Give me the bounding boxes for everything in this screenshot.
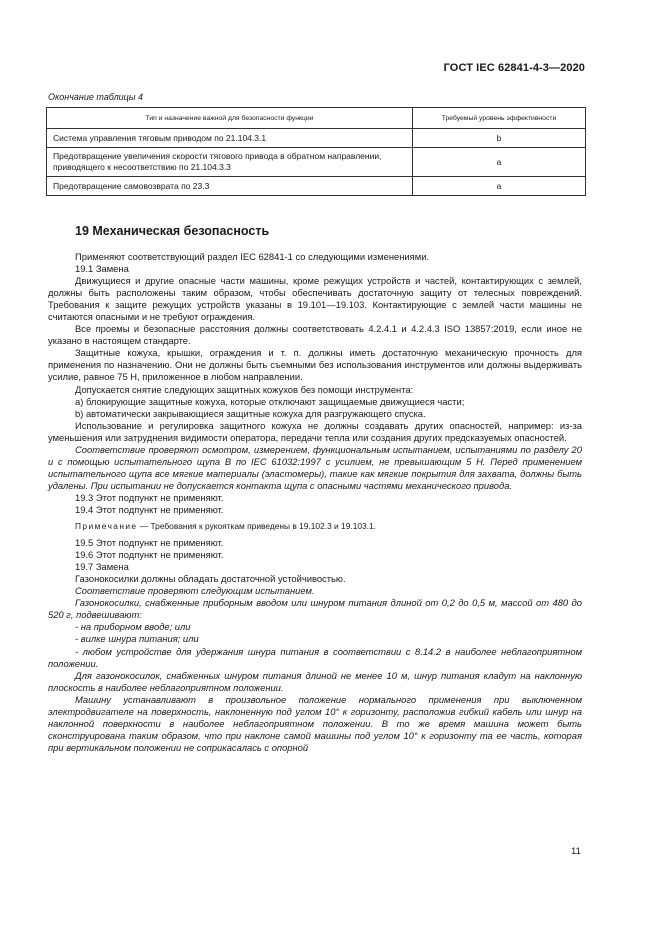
column-header-level: Требуемый уровень эффективности [413,108,586,129]
note-label: Примечание [75,521,138,532]
subclause-line: 19.5 Этот подпункт не применяют. [75,537,224,549]
paragraph: Допускается снятие следующих защитных кожухов без помощи инструмента: [75,383,414,395]
table-row [47,129,586,148]
column-header-function: Тип и назначение важной для безопасности функции [47,108,413,129]
level-cell: a [413,177,586,196]
list-item: а) блокирующие защитные кожуха, которые отключают защищаемые движущиеся части; [75,395,465,407]
level-cell: a [413,148,586,177]
paragraph: Защитные кожуха, крышки, ограждения и т. п. должны иметь достаточную механическую прочность для применения по назначению. Они не должны быть съемными без использования инструментов или должны выдерживать усилие, равное 75 Н, приложенное в любом направлении. [48,347,582,383]
section-body [48,251,582,754]
list-item: b) автоматически закрывающиеся защитные кожуха для разгружающего спуска. [75,407,426,419]
compliance-paragraph: Соответствие проверяют осмотром, измерением, функциональным испытанием, испытаниями по разделу 20 и с помощью испытательного щупа В по IEC 61032:1997 с усилием, не превышающим 5 Н. Перед применением испытательного щупа все мягкие материалы (эластомеры), такие как мягкие покрытия для захвата, должны быть удалены. При испытании не допускается контакта щупа с опасными частями механического привода. [48,443,582,491]
subclause-line: 19.6 Этот подпункт не применяют. [75,549,224,561]
safety-functions-table [46,107,586,196]
paragraph: Все проемы и безопасные расстояния должны соответствовать 4.2.4.1 и 4.2.4.3 ISO 13857:2019, если иное не указано в настоящем стандарте. [48,323,582,347]
subclause-line: 19.4 Этот подпункт не применяют. [75,503,224,515]
paragraph: Газонокосилки должны обладать достаточной устойчивостью. [75,573,346,585]
subclause-heading: 19.7 Замена [75,561,129,573]
subclause-line: 19.3 Этот подпункт не применяют. [75,491,224,503]
function-cell: Предотвращение увеличения скорости тягового привода в обратном направлении, приводящего к несоответствию по 21.104.3.3 [47,148,413,177]
note [48,520,582,532]
table-header-row [47,108,586,129]
table-row [47,148,586,177]
paragraph: Машину устанавливают в произвольное положение нормального применения при выключенном электродвигателе на поверхность, наклоненную под углом 10° к горизонту, расположив гибкий кабель или шнур на наклонной поверхности в наиболее неблагоприятном положении. В то же время машина может быть сконструирована таким образом, что при наклоне самой машины под углом 10° к горизонту та ее часть, которая при вертикальном положении не соприкасалась с опорной [48,693,582,753]
function-cell: Система управления тяговым приводом по 21.104.3.1 [47,129,413,148]
standard-header: ГОСТ IEC 62841-4-3—2020 [443,62,585,74]
list-item: - вилке шнура питания; или [75,633,199,645]
paragraph: Газонокосилки, снабженные приборным вводом или шнуром питания длиной от 0,2 до 0,5 м, массой от 480 до 520 г, подвешивают: [48,597,582,621]
paragraph: Применяют соответствующий раздел IEC 62841-1 со следующими изменениями. [75,251,430,262]
table-caption: Окончание таблицы 4 [48,92,143,102]
section-title: 19 Механическая безопасность [75,224,270,238]
paragraph: Использование и регулировка защитного кожуха не должны создавать других опасностей, например: из-за уменьшения или затруднения видимости оператора, передачи тепла или создания других предсказуемых опасностей. [48,419,582,443]
paragraph: Движущиеся и другие опасные части машины, кроме режущих устройств и частей, контактирующих с землей, должны быть расположены таким образом, чтобы обеспечивать достаточную защиту от телесных повреждений. Требования к защите режущих устройств указаны в 19.101—19.103. Контактирующие с землей части машины не считаются опасными и не требуют ограждения. [48,275,582,323]
table-row [47,177,586,196]
list-item: - любом устройстве для удержания шнура питания в соответствии с 8.14.2 в наиболее неблагоприятном положении. [48,645,582,669]
page-number: 11 [571,846,581,857]
function-cell: Предотвращение самовозврата по 23.3 [47,177,413,196]
subclause-heading: 19.1 Замена [75,263,129,275]
paragraph: Для газонокосилок, снабженных шнуром питания длиной не менее 10 м, шнур питания кладут на наклонную плоскость в наиболее неблагоприятном положении. [48,669,582,693]
level-cell: b [413,129,586,148]
list-item: - на приборном вводе; или [75,621,191,633]
compliance-paragraph: Соответствие проверяют следующим испытанием. [75,585,315,597]
note-text: — Требования к рукояткам приведены в 19.102.3 и 19.103.1. [137,521,376,532]
